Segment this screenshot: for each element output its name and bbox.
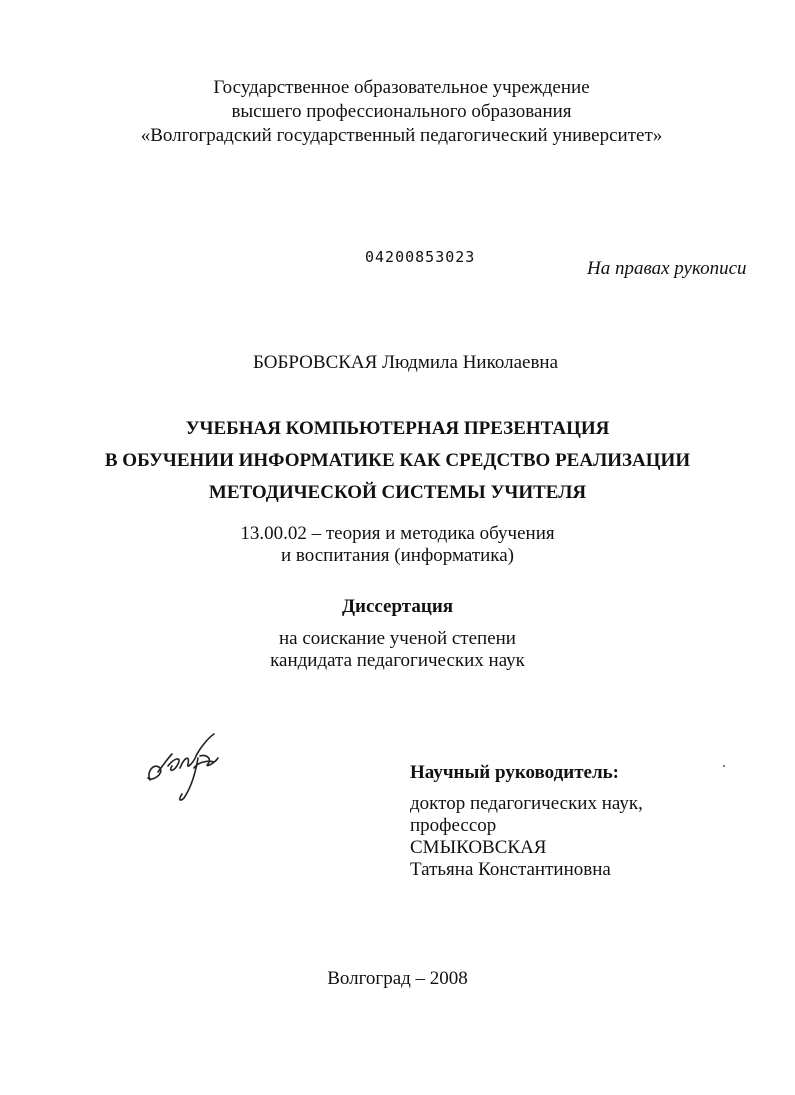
handwritten-signature bbox=[138, 728, 238, 838]
specialty-line-1: 13.00.02 – теория и методика обучения bbox=[240, 523, 555, 544]
advisor-line-4: Татьяна Константиновна bbox=[410, 859, 611, 880]
rights-note: На правах рукописи bbox=[587, 258, 747, 279]
institution-line-3: «Волгоградский государственный педагогический университет» bbox=[140, 125, 663, 146]
specialty-line-2: и воспитания (информатика) bbox=[281, 545, 514, 566]
degree-line-1: на соискание ученой степени bbox=[279, 628, 516, 649]
institution-header bbox=[0, 76, 795, 148]
institution-line-1: Государственное образовательное учреждение bbox=[213, 77, 590, 98]
city-year: Волгоград – 2008 bbox=[327, 968, 468, 989]
scan-speck bbox=[723, 765, 725, 767]
title-line-3: МЕТОДИЧЕСКОЙ СИСТЕМЫ УЧИТЕЛЯ bbox=[208, 482, 587, 503]
work-type: Диссертация bbox=[341, 596, 454, 617]
advisor-heading: Научный руководитель: bbox=[410, 762, 619, 783]
institution-line-2: высшего профессионального образования bbox=[231, 101, 572, 122]
degree-line-2: кандидата педагогических наук bbox=[270, 650, 525, 671]
scientific-advisor bbox=[410, 762, 643, 881]
advisor-line-1: доктор педагогических наук, bbox=[410, 793, 643, 814]
specialty bbox=[0, 523, 795, 567]
title-line-2: В ОБУЧЕНИИ ИНФОРМАТИКЕ КАК СРЕДСТВО РЕАЛИЗАЦИИ bbox=[104, 450, 691, 471]
dissertation-title bbox=[0, 413, 795, 509]
registration-code: 04200853023 bbox=[365, 248, 476, 266]
title-line-1: УЧЕБНАЯ КОМПЬЮТЕРНАЯ ПРЕЗЕНТАЦИЯ bbox=[185, 418, 610, 439]
advisor-line-2: профессор bbox=[410, 815, 497, 836]
author-name: БОБРОВСКАЯ Людмила Николаевна bbox=[252, 352, 559, 373]
degree bbox=[0, 628, 795, 672]
advisor-line-3: СМЫКОВСКАЯ bbox=[410, 837, 547, 858]
